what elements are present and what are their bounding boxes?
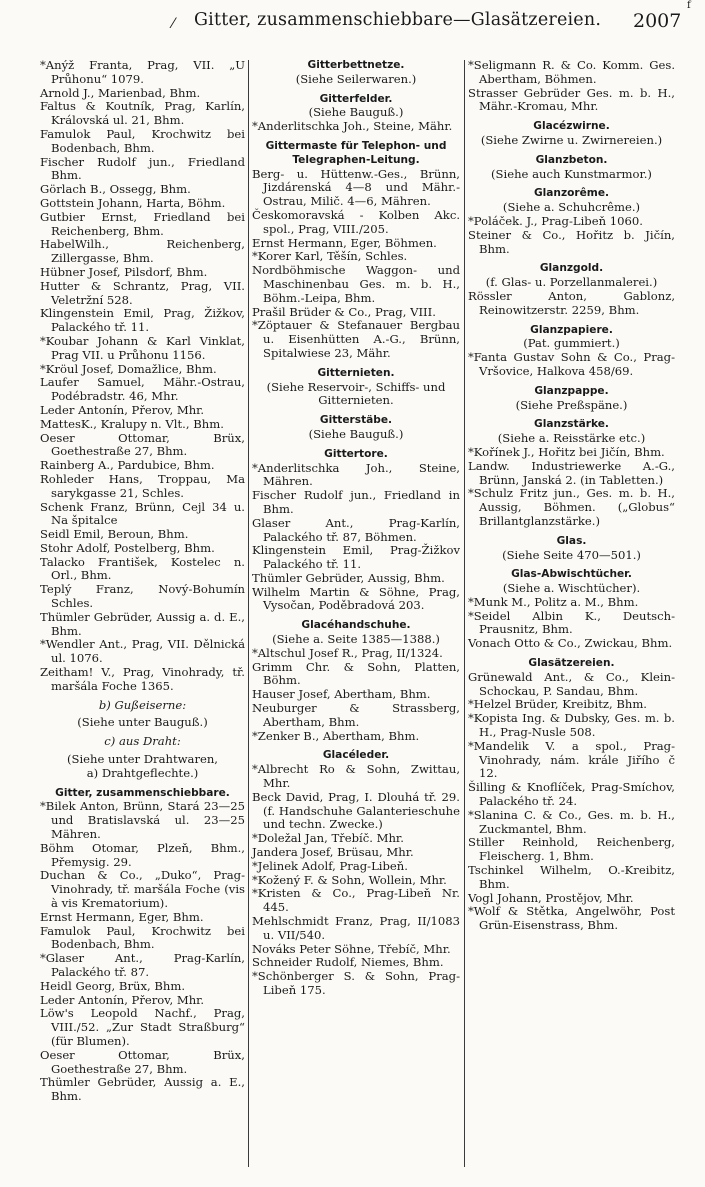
section-heading: Gitternieten. <box>317 366 395 379</box>
directory-entry: *Doležal Jan, Třebíč. Mhr. <box>252 831 404 846</box>
directory-entry: Jandera Josef, Brüsau, Mhr. <box>252 845 414 860</box>
cross-reference-note: (Siehe unter Bauguß.) <box>77 715 208 730</box>
directory-entry: *Seidel Albin K., Deutsch-Prausnitz, Bhm. <box>468 608 675 637</box>
section-heading: Gitterfelder. <box>319 92 393 105</box>
directory-entry: Stohr Adolf, Postelberg, Bhm. <box>40 540 215 555</box>
directory-entry: Steiner & Co., Hořitz b. Jičín, Bhm. <box>468 227 675 256</box>
directory-entry: Ernst Hermann, Eger, Bhm. <box>40 909 204 924</box>
directory-entry: *Anderlitschka Joh., Steine, Mähren. <box>252 460 460 489</box>
directory-entry: Gottstein Johann, Harta, Böhm. <box>40 195 226 210</box>
directory-entry: Thümler Gebrüder, Aussig, Bhm. <box>252 570 445 585</box>
directory-entry: *Bilek Anton, Brünn, Stará 23—25 und Bratislavská ul. 23—25 Mähren. <box>40 799 245 842</box>
cross-reference-note: (Siehe a. Wischtücher). <box>502 581 641 596</box>
directory-entry: *Kořínek J., Hořitz bei Jičín, Bhm. <box>468 444 665 459</box>
directory-entry: *Wendler Ant., Prag, VII. Dělnická ul. 1076. <box>40 637 245 666</box>
directory-entry: Famulok Paul, Krochwitz bei Bodenbach, Bhm. <box>40 126 245 155</box>
cross-reference-note: (Siehe Reservoir-, Schiffs- und Gitternieten. <box>266 379 446 408</box>
directory-entry: Oeser Ottomar, Brüx, Goethestraße 27, Bhm. <box>40 1047 245 1076</box>
directory-entry: Fischer Rudolf jun., Friedland Bhm. <box>40 154 245 183</box>
directory-entry: Arnold J., Marienbad, Bhm. <box>40 85 201 100</box>
directory-entry: Hauser Josef, Abertham, Bhm. <box>252 687 431 702</box>
section-heading: Glanzgold. <box>539 262 604 275</box>
section-heading: Glas-Abwischtücher. <box>511 568 632 581</box>
cross-reference-note: (Siehe a. Schuhcrême.) <box>502 200 641 215</box>
section-heading: Glanzpappe. <box>534 384 609 397</box>
directory-entry: *Poláček. J., Prag-Libeň 1060. <box>468 213 643 228</box>
directory-entry: Schenk Franz, Brünn, Cejl 34 u. Na špitalce <box>40 499 245 528</box>
cross-reference-note: (Siehe unter Drahtwaren, <box>67 752 218 767</box>
section-heading: Glanzbeton. <box>535 153 608 166</box>
header-mark: ⁄ <box>172 16 175 32</box>
directory-entry: *Kröul Josef, Domažlice, Bhm. <box>40 361 217 376</box>
directory-entry: Schneider Rudolf, Niemes, Bhm. <box>252 955 444 970</box>
section-heading: Gitter, zusammenschiebbare. <box>55 786 230 799</box>
cross-reference-note: (Siehe Zwirne u. Zwirnereien.) <box>480 132 663 147</box>
cross-reference-note: (Siehe Preßspäne.) <box>515 397 628 412</box>
directory-entry: *Anýž Frantа, Prag, VII. „U Průhonu“ 1079. <box>40 58 245 86</box>
directory-entry: *Munk M., Politz a. M., Bhm. <box>468 594 639 609</box>
directory-entry: Rohleder Hans, Troppau, Ma sarykgasse 21, Schles. <box>40 471 245 500</box>
directory-entry: Oeser Ottomar, Brüx, Goethestraße 27, Bhm. <box>40 430 245 459</box>
column-middle <box>252 59 460 998</box>
cross-reference-note: (Siehe a. Seite 1385—1388.) <box>272 632 440 647</box>
directory-entry: Tschinkel Wilhelm, O.-Kreibitz, Bhm. <box>468 863 675 891</box>
directory-entry: *Koubar Johann & Karl Vinklat, Prag VII. u Průhonu 1156. <box>40 333 245 362</box>
directory-entry: Zeitham! V., Prag, Vinohrady, tř. maršála Foche 1365. <box>40 665 245 693</box>
column-divider <box>464 60 465 1167</box>
section-heading: Glanzpapiere. <box>530 323 613 336</box>
directory-entry: Gutbier Ernst, Friedland bei Reichenberg, Bhm. <box>40 209 245 238</box>
cross-reference-note: (Siehe a. Reisstärke etc.) <box>497 431 646 446</box>
directory-entry: *Kožený F. & Sohn, Wollein, Mhr. <box>252 872 447 887</box>
cross-reference-note: a) Drahtgeflechte.) <box>86 765 199 780</box>
corner-mark: f <box>687 0 691 11</box>
directory-entry: *Slanina C. & Co., Ges. m. b. H., Zuckmantel, Bhm. <box>468 807 675 836</box>
directory-entry: *Mandelik V. a spol., Prag-Vinohrady, nám. krále Jiřího č 12. <box>468 738 675 781</box>
cross-reference-note: (Siehe auch Kunstmarmor.) <box>491 166 652 181</box>
section-heading: Gitterbettnetze. <box>307 59 405 71</box>
directory-entry: *Albrecht Ro & Sohn, Zwittau, Mhr. <box>252 762 460 791</box>
directory-entry: Šilling & Knoflíček, Prag-Smíchov, Palackého tř. 24. <box>468 780 675 809</box>
directory-entry: Teplý Franz, Nový-Bohumín Schles. <box>40 582 245 611</box>
directory-entry: Duchan & Co., „Duko“, Prag-Vinohrady, tř. maršála Foche (vis à vis Krematorium). <box>40 868 245 911</box>
section-heading: Gitterstäbe. <box>319 414 393 427</box>
directory-entry: Grünewald Ant., & Co., Klein-Schockau, P. Sandau, Bhm. <box>468 669 675 698</box>
directory-entry: *Schulz Fritz jun., Ges. m. b. H., Aussig, Böhmen. („Globus“ Brillantglanzstärke.) <box>468 486 675 528</box>
cross-reference-note: (Siehe Bauguß.) <box>308 426 404 441</box>
section-heading: Glasätzereien. <box>528 657 615 670</box>
cross-reference-note: (Siehe Seite 470—501.) <box>502 547 641 562</box>
directory-entry: Thümler Gebrüder, Aussig a. d. E., Bhm. <box>40 609 245 638</box>
section-heading: Glanzstärke. <box>534 418 609 431</box>
directory-entry: Fischer Rudolf jun., Friedland in Bhm. <box>252 488 460 516</box>
directory-entry: *Zöptauer & Stefanauer Bergbau u. Eisenhütten A.-G., Brünn, Spitalwiese 23, Mähr. <box>252 318 460 360</box>
section-heading: Glacéleder. <box>322 749 390 762</box>
directory-entry: *Schönberger S. & Sohn, Prag-Libeň 175. <box>252 969 460 997</box>
directory-entry: *Fanta Gustav Sohn & Co., Prag-Vršovice, Halkova 458/69. <box>468 350 675 378</box>
directory-entry: Mehlschmidt Franz, Prag, II/1083 u. VII/540. <box>252 914 460 942</box>
directory-entry: *Helzel Brüder, Kreibitz, Bhm. <box>468 697 647 712</box>
subsection-label: b) Gußeiserne: <box>98 697 187 712</box>
directory-entry: Glaser Ant., Prag-Karlín, Palackého tř. 87, Böhmen. <box>252 515 460 544</box>
section-heading: Glacézwirne. <box>533 120 610 133</box>
directory-entry: Seidl Emil, Beroun, Bhm. <box>40 527 189 542</box>
page-number: 2007 <box>633 10 682 32</box>
directory-entry: Wilhelm Martin & Söhne, Prag, Vysočan, Poděbradová 203. <box>252 584 460 613</box>
directory-entry: *Wolf & Stětka, Angelwöhr, Post Grün-Eisenstrass, Bhm. <box>468 904 675 933</box>
directory-entry: Rainberg A., Pardubice, Bhm. <box>40 458 215 473</box>
section-heading: Gittermaste für Telephon- und Telegraphen-Leitung. <box>265 139 447 166</box>
directory-entry: Landw. Industriewerke A.-G., Brünn, Janská 2. (in Tabletten.) <box>468 458 675 487</box>
section-heading: Glanzorême. <box>533 187 610 200</box>
directory-entry: Hutter & Schrantz, Prag, VII. Veletržní 528. <box>40 278 245 307</box>
directory-entry: Stiller Reinhold, Reichenberg, Fleischerg. 1, Bhm. <box>468 835 675 864</box>
section-heading: Glas. <box>556 534 587 547</box>
directory-entry: *Korer Karl, Těšín, Schles. <box>252 249 408 264</box>
directory-entry: *Zenker B., Abertham, Bhm. <box>252 728 420 743</box>
section-heading: Glacéhandschuhe. <box>301 619 411 632</box>
directory-entry: Heidl Georg, Brüx, Bhm. <box>40 978 186 993</box>
directory-entry: Famulok Paul, Krochwitz bei Bodenbach, Bhm. <box>40 923 245 952</box>
directory-entry: Neuburger & Strassberg, Abertham, Bhm. <box>252 701 460 729</box>
cross-reference-note: (Pat. gummiert.) <box>523 336 620 351</box>
directory-entry: *Jelinek Adolf, Prag-Libeň. <box>252 858 408 873</box>
subsection-label: c) aus Draht: <box>104 734 181 749</box>
directory-entry: Görlach B., Ossegg, Bhm. <box>40 182 191 197</box>
directory-entry: Ernst Hermann, Eger, Böhmen. <box>252 235 437 250</box>
column-left <box>40 59 245 1104</box>
directory-entry: *Glaser Ant., Prag-Karlín, Palackého tř. 87. <box>40 951 245 979</box>
directory-entry: *Kopista Ing. & Dubsky, Ges. m. b. H., Prag-Nusle 508. <box>468 711 675 740</box>
directory-entry: Vonach Otto & Co., Zwickau, Bhm. <box>468 636 673 651</box>
directory-entry: Rössler Anton, Gablonz, Reinowitzerstr. 2259, Bhm. <box>468 288 675 317</box>
directory-entry: Laufer Samuel, Mähr.-Ostrau, Podébradstr. 46, Mhr. <box>40 375 245 404</box>
directory-entry: Beck David, Prag, I. Dlouhá tř. 29. (f. Handschuhe Galanterieschuhe und techn. Zwecke.) <box>252 789 460 832</box>
directory-entry: Berg- u. Hüttenw.-Ges., Brünn, Jizdárenská 4—8 und Mähr.-Ostrau, Milič. 4—6, Mähren. <box>252 166 460 209</box>
cross-reference-note: (Siehe Seilerwaren.) <box>295 71 417 86</box>
directory-entry: Löw's Leopold Nachf., Prag, VIII./52. „Zur Stadt Straßburg“ (für Blumen). <box>40 1006 245 1048</box>
directory-entry: Talacko František, Kostelec n. Orl., Bhm. <box>40 554 245 583</box>
directory-entry: Leder Antonín, Přerov, Mhr. <box>40 992 205 1007</box>
page-header <box>0 0 705 50</box>
directory-entry: Grimm Chr. & Sohn, Platten, Böhm. <box>252 659 460 688</box>
running-title: Gitter, zusammenschiebbare—Glasätzereien. <box>194 10 602 30</box>
column-divider <box>248 60 249 1167</box>
directory-entry: *Kristen & Co., Prag-Libeň Nr. 445. <box>252 886 460 915</box>
directory-entry: Klingenstein Emil, Prag-Žižkov Palackého tř. 11. <box>252 543 460 572</box>
column-right <box>468 59 675 933</box>
directory-entry: Böhm Otomar, Plzeň, Bhm., Přemysig. 29. <box>40 840 245 869</box>
directory-entry: Faltus & Koutník, Prag, Karlín, Královská ul. 21, Bhm. <box>40 99 245 128</box>
directory-entry: Hübner Josef, Pilsdorf, Bhm. <box>40 264 208 279</box>
directory-entry: Klingenstein Emil, Prag, Žižkov, Palackého tř. 11. <box>40 306 245 335</box>
directory-entry: Leder Antonín, Přerov, Mhr. <box>40 402 205 417</box>
directory-entry: MattesK., Kralupy n. Vlt., Bhm. <box>40 416 224 431</box>
directory-entry: Prašil Brüder & Co., Prag, VIII. <box>252 304 436 319</box>
directory-entry: *Anderlitschka Joh., Steine, Mähr. <box>252 119 453 134</box>
directory-entry: *Seligmann R. & Co. Komm. Ges. Abertham, Böhmen. <box>468 58 675 86</box>
directory-entry: Strasser Gebrüder Ges. m. b. H., Mähr.-Kromau, Mhr. <box>468 85 675 114</box>
directory-entry: HabelWilh., Reichenberg, Zillergasse, Bhm. <box>40 237 245 266</box>
cross-reference-note: (Siehe Bauguß.) <box>308 105 404 120</box>
directory-entry: *Altschul Josef R., Prag, II/1324. <box>252 645 443 660</box>
directory-entry: Nováks Peter Söhne, Třebíč, Mhr. <box>252 941 451 956</box>
directory-entry: Nordböhmische Waggon- und Maschinenbau Ges. m. b. H., Böhm.-Leipa, Bhm. <box>252 263 460 305</box>
directory-entry: Thümler Gebrüder, Aussig a. E., Bhm. <box>40 1075 245 1104</box>
section-heading: Gittertore. <box>324 447 388 460</box>
directory-entry: Českomoravská - Kolben Akc. spol., Prag, VIII./205. <box>252 207 460 236</box>
cross-reference-note: (f. Glas- u. Porzellanmalerei.) <box>485 275 658 290</box>
directory-entry: Vogl Johann, Prostějov, Mhr. <box>468 890 634 905</box>
